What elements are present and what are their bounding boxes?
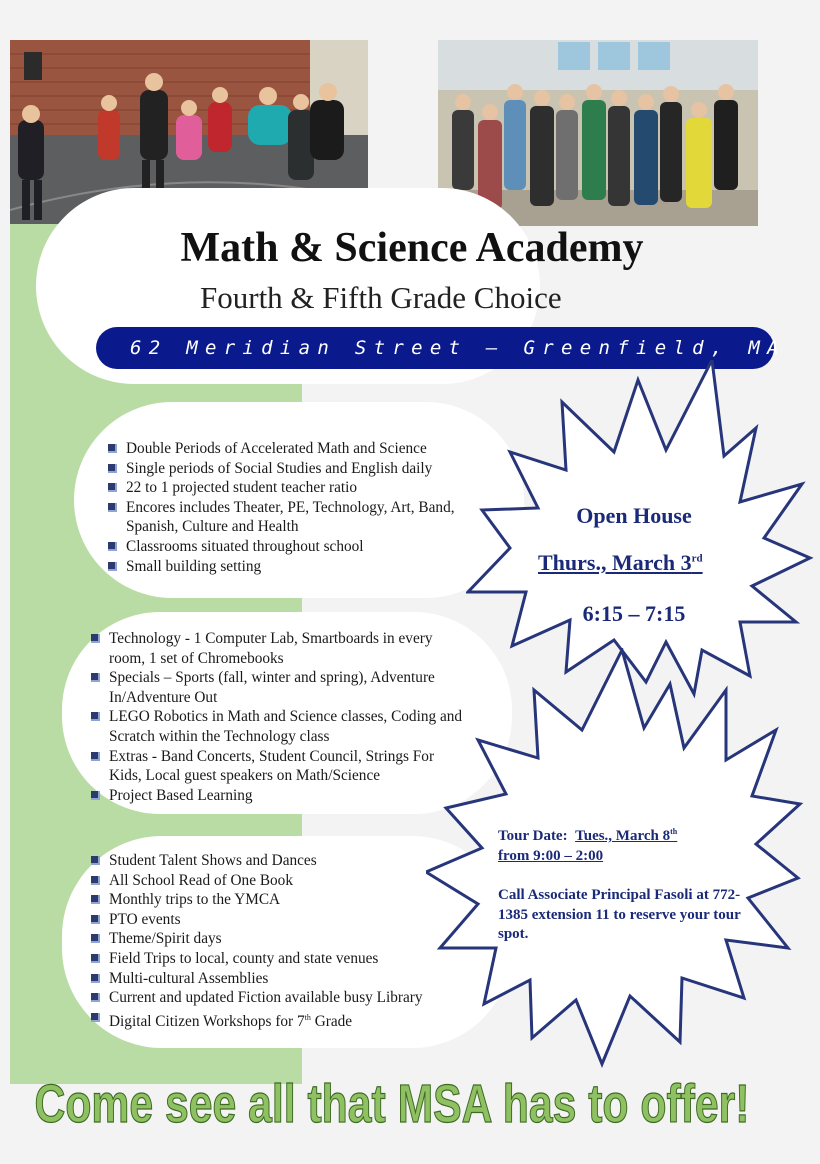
list-item: [106, 498, 496, 537]
open-house-date: Thurs., March 3rd: [538, 550, 703, 575]
list-item: Digital Citizen Workshops for 7th Grade: [89, 1008, 469, 1032]
list-item-text: Double Periods of Accelerated Math and Science: [126, 440, 427, 457]
list-item: [106, 557, 496, 577]
bullet-icon: [91, 954, 100, 963]
bullet-icon: [91, 752, 100, 761]
bullet-icon: [91, 876, 100, 885]
page-title: Math & Science Academy: [180, 225, 644, 271]
footer-tagline-text: Come see all that MSA has to offer!: [34, 1074, 750, 1134]
bullet-icon: [108, 562, 117, 571]
list-item-text: Extras - Band Concerts, Student Council, Strings For Kids, Local guest speakers on Math/Science: [109, 747, 435, 785]
tour-info: [498, 822, 758, 945]
tour-date-label: Tour Date:: [498, 828, 568, 844]
page-subtitle: Fourth & Fifth Grade Choice: [200, 280, 562, 315]
list-item-text: Multi-cultural Assemblies: [109, 969, 269, 987]
list-item: [89, 949, 469, 969]
bullet-icon: [91, 974, 100, 983]
bullet-icon: [91, 915, 100, 924]
list-item-text: Current and updated Fiction available busy Library: [109, 989, 423, 1007]
bullet-icon: [91, 895, 100, 904]
list-item-text: Student Talent Shows and Dances: [109, 852, 317, 869]
list-item-text: Monthly trips to the YMCA: [109, 891, 281, 909]
tour-contact: Call Associate Principal Fasoli at 772-1385 extension 11 to reserve your tour spot.: [498, 887, 741, 942]
footer-tagline: [0, 1050, 820, 1150]
bullet-icon: [91, 993, 100, 1002]
bullet-icon: [91, 1013, 100, 1022]
list-item: [89, 629, 469, 668]
list-item-text: Project Based Learning: [109, 786, 253, 804]
list-item-text: Single periods of Social Studies and English daily: [126, 459, 433, 477]
list-item-text: Technology - 1 Computer Lab, Smartboards in every room, 1 set of Chromebooks: [109, 630, 433, 667]
bullet-icon: [108, 444, 117, 453]
list-item-text: 22 to 1 projected student teacher ratio: [126, 479, 358, 497]
open-house-time: 6:15 – 7:15: [582, 601, 686, 626]
list-item-text: All School Read of One Book: [109, 871, 293, 889]
list-item: [89, 988, 469, 1008]
list-item: [89, 747, 469, 786]
bullet-icon: [108, 542, 117, 551]
tour-date: Tues., March 8th: [575, 827, 678, 844]
list-item: [89, 890, 469, 910]
list-item: [89, 910, 469, 930]
bullet-icon: [91, 791, 100, 800]
features-list-3: [89, 851, 469, 1031]
list-item: [89, 851, 469, 871]
list-item: [89, 871, 469, 891]
tour-time: from 9:00 – 2:00: [498, 847, 604, 864]
bullet-icon: [91, 712, 100, 721]
list-item-text: PTO events: [109, 910, 181, 928]
list-item: [106, 537, 496, 557]
list-item: [106, 439, 496, 459]
bullet-icon: [91, 673, 100, 682]
list-item: [106, 459, 496, 479]
list-item-text: Specials – Sports (fall, winter and spring), Adventure In/Adventure Out: [109, 669, 435, 706]
features-list-1: [106, 439, 496, 576]
list-item: [106, 478, 496, 498]
address-bar: 62 Meridian Street – Greenfield, MA: [96, 327, 774, 369]
bullet-icon: [108, 464, 117, 473]
list-item-text: Theme/Spirit days: [109, 930, 222, 948]
list-item-text: Classrooms situated throughout school: [126, 537, 364, 555]
list-item-text: Small building setting: [126, 557, 262, 575]
list-item: [89, 668, 469, 707]
bullet-icon: [91, 856, 100, 865]
open-house-title: Open House: [576, 503, 692, 528]
list-item-text: Field Trips to local, county and state venues: [109, 949, 379, 967]
bullet-icon: [91, 934, 100, 943]
list-item: [89, 969, 469, 989]
list-item-text: Encores includes Theater, PE, Technology, Art, Band, Spanish, Culture and Health: [126, 498, 455, 536]
bullet-icon: [108, 503, 117, 512]
list-item: [89, 786, 469, 806]
bullet-icon: [91, 634, 100, 643]
list-item-text: LEGO Robotics in Math and Science classes, Coding and Scratch within the Technology class: [109, 708, 463, 745]
list-item: [89, 707, 469, 746]
bullet-icon: [108, 483, 117, 492]
features-list-2: [89, 629, 469, 805]
list-item: [89, 929, 469, 949]
